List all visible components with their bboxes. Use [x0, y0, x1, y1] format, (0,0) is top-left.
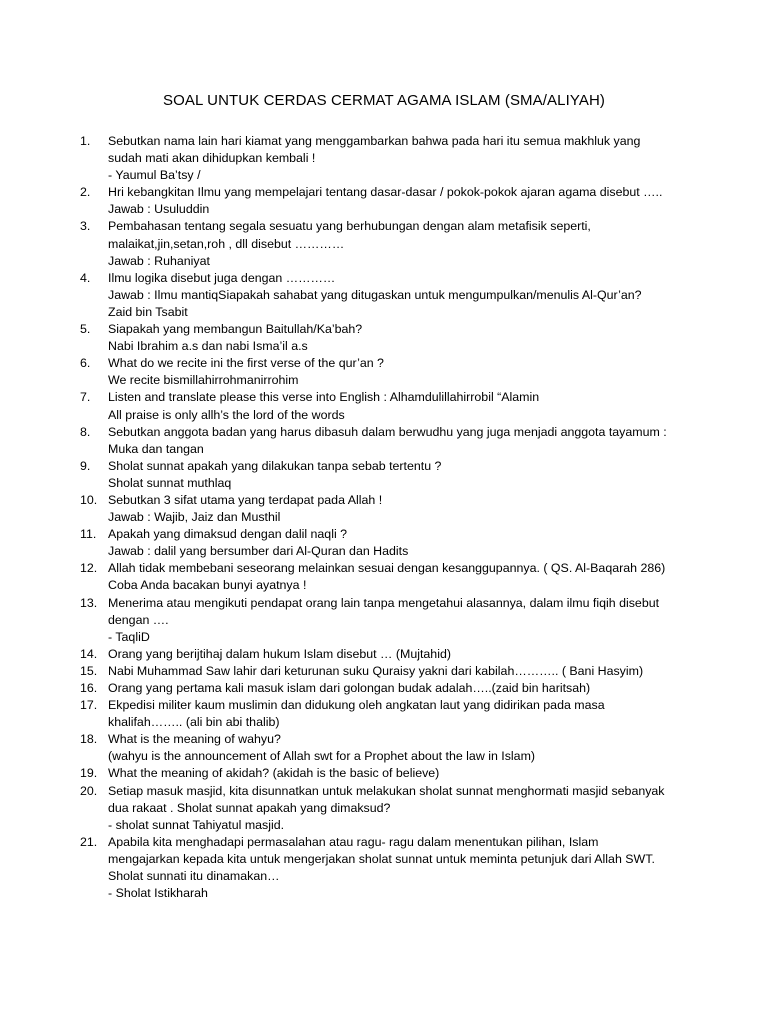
question-item: [80, 680, 720, 697]
question-item: [80, 458, 720, 492]
question-number: 15.: [80, 663, 98, 678]
question-line: malaikat,jin,setan,roh , dll disebut …………: [108, 236, 345, 251]
question-number: 2.: [80, 185, 91, 200]
question-line: Muka dan tangan: [108, 441, 204, 456]
question-line: Zaid bin Tsabit: [108, 304, 188, 319]
question-line: Jawab : Wajib, Jaiz dan Musthil: [108, 510, 281, 525]
question-line: - Sholat Istikharah: [108, 886, 208, 901]
question-line: Listen and translate please this verse into English : Alhamdulillahirrobil “Alamin: [108, 390, 540, 405]
question-item: [80, 765, 720, 782]
question-line: We recite bismillahirrohmanirrohim: [108, 373, 299, 388]
question-line: Sholat sunnat muthlaq: [108, 475, 232, 490]
question-line: - TaqliD: [108, 629, 150, 644]
question-line: Sholat sunnat apakah yang dilakukan tanpa sebab tertentu ?: [108, 458, 442, 473]
question-line: Allah tidak membebani seseorang melainkan sesuai dengan kesanggupannya. ( QS. Al-Baqarah 286): [108, 561, 666, 576]
question-number: 4.: [80, 270, 91, 285]
question-item: [80, 595, 720, 646]
question-item: [80, 184, 720, 218]
question-item: [80, 663, 720, 680]
question-line: Menerima atau mengikuti pendapat orang lain tanpa mengetahui alasannya, dalam ilmu fiqih disebut: [108, 595, 660, 610]
question-line: What do we recite ini the first verse of the qur’an ?: [108, 356, 384, 371]
question-number: 5.: [80, 322, 91, 337]
question-line: Apabila kita menghadapi permasalahan atau ragu- ragu dalam menentukan pilihan, Islam: [108, 834, 599, 849]
question-line: Setiap masuk masjid, kita disunnatkan untuk melakukan sholat sunnat menghormati masjid sebanyak: [108, 783, 665, 798]
question-item: [80, 731, 720, 765]
question-line: Ilmu logika disebut juga dengan …………: [108, 270, 336, 285]
question-line: Hri kebangkitan Ilmu yang mempelajari tentang dasar-dasar / pokok-pokok ajaran agama disebut …..: [108, 185, 663, 200]
question-number: 18.: [80, 732, 98, 747]
question-item: [80, 560, 720, 594]
question-line: khalifah…….. (ali bin abi thalib): [108, 715, 280, 730]
question-number: 6.: [80, 356, 91, 371]
question-line: Jawab : Ruhaniyat: [108, 253, 210, 268]
question-number: 8.: [80, 424, 91, 439]
question-number: 16.: [80, 681, 98, 695]
question-line: Ekpedisi militer kaum muslimin dan didukung oleh angkatan laut yang didirikan pada masa: [108, 698, 605, 713]
question-line: Sebutkan 3 sifat utama yang terdapat pada Allah !: [108, 492, 383, 507]
question-line: What the meaning of akidah? (akidah is the basic of believe): [108, 766, 440, 781]
question-line: What is the meaning of wahyu?: [108, 732, 281, 747]
question-line: Nabi Muhammad Saw lahir dari keturunan suku Quraisy yakni dari kabilah……….. ( Bani Hasyim): [108, 663, 644, 678]
question-line: Jawab : Usuluddin: [108, 202, 210, 217]
question-number: 20.: [80, 783, 98, 798]
question-item: [80, 697, 720, 731]
question-list: [80, 133, 720, 902]
question-line: Sebutkan nama lain hari kiamat yang menggambarkan bahwa pada hari itu semua makhluk yang: [108, 134, 641, 148]
question-line: dua rakaat . Sholat sunnat apakah yang dimaksud?: [108, 800, 391, 815]
question-number: 21.: [80, 834, 98, 849]
question-line: Sholat sunnati itu dinamakan…: [108, 869, 280, 884]
document-title: SOAL UNTUK CERDAS CERMAT AGAMA ISLAM (SMA/ALIYAH): [163, 92, 605, 109]
question-number: 14.: [80, 646, 98, 661]
question-number: 3.: [80, 219, 91, 234]
question-item: [80, 424, 720, 458]
question-number: 10.: [80, 492, 98, 507]
question-item: [80, 218, 720, 269]
question-line: Siapakah yang membangun Baitullah/Ka’bah?: [108, 322, 363, 337]
question-number: 12.: [80, 561, 98, 576]
question-line: Orang yang pertama kali masuk islam dari golongan budak adalah…..(zaid bin haritsah): [108, 681, 591, 695]
question-number: 19.: [80, 766, 98, 781]
question-number: 1.: [80, 134, 91, 148]
question-line: Nabi Ibrahim a.s dan nabi Isma’il a.s: [108, 339, 308, 354]
question-number: 9.: [80, 458, 91, 473]
question-line: Jawab : Ilmu mantiqSiapakah sahabat yang ditugaskan untuk mengumpulkan/menulis Al-Qur’an?: [108, 287, 642, 302]
question-line: - sholat sunnat Tahiyatul masjid.: [108, 817, 285, 832]
question-line: Orang yang berijtihaj dalam hukum Islam disebut … (Mujtahid): [108, 646, 451, 661]
question-item: [80, 492, 720, 526]
question-number: 17.: [80, 698, 98, 713]
question-line: Apakah yang dimaksud dengan dalil naqli ?: [108, 527, 348, 542]
question-line: sudah mati akan dihidupkan kembali !: [108, 151, 316, 166]
question-item: [80, 646, 720, 663]
question-line: - Yaumul Ba’tsy /: [108, 168, 201, 183]
question-number: 11.: [80, 527, 97, 542]
question-line: Jawab : dalil yang bersumber dari Al-Quran dan Hadits: [108, 544, 409, 559]
question-line: (wahyu is the announcement of Allah swt for a Prophet about the law in Islam): [108, 749, 536, 764]
question-item: [80, 389, 720, 423]
question-number: 7.: [80, 390, 91, 405]
question-item: [80, 834, 720, 902]
question-number: 13.: [80, 595, 98, 610]
question-item: [80, 355, 720, 389]
question-line: Pembahasan tentang segala sesuatu yang berhubungan dengan alam metafisik seperti,: [108, 219, 591, 234]
question-item: [80, 321, 720, 355]
question-line: All praise is only allh’s the lord of the words: [108, 407, 345, 422]
question-item: [80, 526, 720, 560]
question-line: dengan ….: [108, 612, 169, 627]
question-line: Sebutkan anggota badan yang harus dibasuh dalam berwudhu yang juga menjadi anggota tayamum :: [108, 424, 667, 439]
question-line: Coba Anda bacakan bunyi ayatnya !: [108, 578, 307, 593]
question-item: [80, 783, 720, 834]
question-line: mengajarkan kepada kita untuk mengerjakan sholat sunnat untuk meminta petunjuk dari Allah SWT.: [108, 851, 655, 866]
question-item: [80, 270, 720, 321]
question-item: [80, 133, 720, 184]
